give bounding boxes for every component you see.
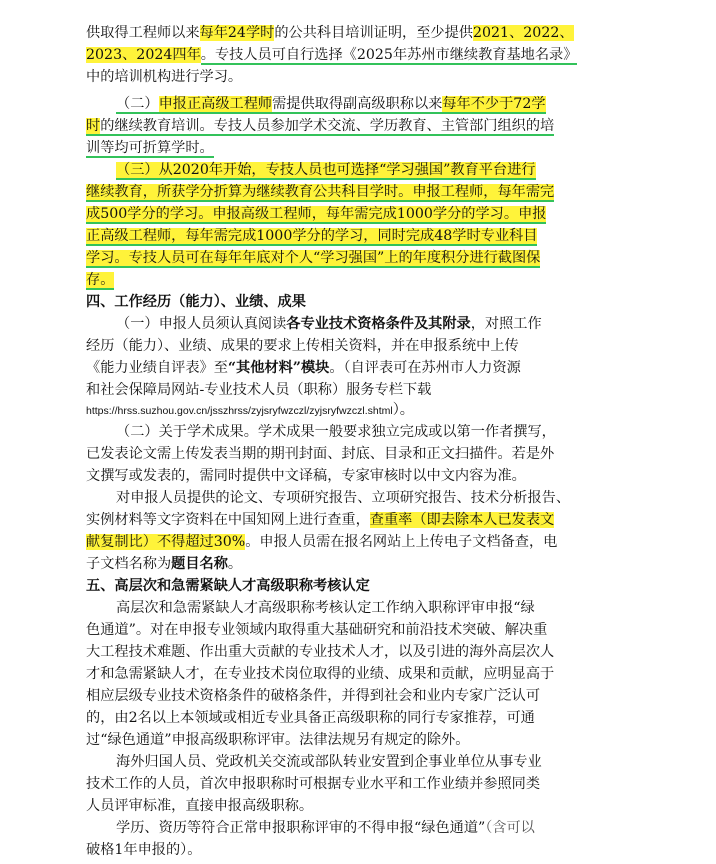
text-line xyxy=(86,840,201,860)
text-fragment: 技术工作的人员，首次申报职称时可根据专业水平和工作业绩并参照同类 xyxy=(86,776,541,792)
text-fragment: 大工程技术难题、作出重大贡献的专业技术人才，以及引进的海外高层次人 xyxy=(86,644,555,660)
text-line xyxy=(86,358,521,378)
text-fragment: 高层次和急需紧缺人才高级职称考核认定工作纳入职称评审申报“绿 xyxy=(116,600,535,616)
text-line xyxy=(116,160,536,180)
highlighted-text: 查重率（即去除本人已发表文 xyxy=(369,512,555,528)
text-fragment: 海外归国人员、党政机关交流或部队转业安置到企事业单位从事专业 xyxy=(116,754,542,770)
text-fragment: 文撰写或发表的，需同时提供中文译稿，专家审核时以中文内容为准。 xyxy=(86,468,526,484)
text-line xyxy=(86,23,574,43)
text-line xyxy=(86,664,554,684)
highlighted-text: 2023、2024四年 xyxy=(86,47,201,63)
text-line xyxy=(86,270,114,290)
underlined-text: 训等均可折算学时。 xyxy=(86,140,214,156)
text-fragment: 子文档名称为 xyxy=(86,556,172,572)
text-line xyxy=(86,138,214,158)
text-fragment: 的公共科目培训证明，至少提供 xyxy=(274,25,473,41)
highlighted-text: 存。 xyxy=(86,272,115,288)
text-line xyxy=(86,400,414,420)
text-fragment: 。 xyxy=(227,556,243,572)
underlined-text: 。专技人员可自行选择《2025年苏州市继续教育基地名录》 xyxy=(200,47,578,63)
text-line xyxy=(86,336,519,356)
text-line xyxy=(116,422,556,442)
text-fragment: 供取得工程师以来 xyxy=(86,25,200,41)
section-heading: 五、高层次和急需紧缺人才高级职称考核认定 xyxy=(86,578,370,594)
bold-text: 题目名称 xyxy=(171,556,228,572)
text-line xyxy=(86,182,554,202)
highlighted-text: 2021、2022、 xyxy=(472,25,574,41)
highlighted-text: 每年24学时 xyxy=(199,25,275,41)
text-fragment: （一）申报人员须认真阅读 xyxy=(116,316,287,332)
text-line xyxy=(116,314,542,334)
text-line xyxy=(116,94,546,114)
text-line xyxy=(86,686,540,706)
text-fragment: ）。 xyxy=(392,402,414,418)
highlighted-text: 申报正高级工程师 xyxy=(158,96,273,112)
text-line xyxy=(116,598,535,618)
text-fragment: 《能力业绩自评表》至 xyxy=(86,360,228,376)
text-fragment: 。（自评表可在苏州市人力资源 xyxy=(329,360,521,376)
underlined-text: （二） xyxy=(116,96,159,112)
highlighted-text: 正高级工程师，每年需完成1000学分的学习，同时完成48学时专业科目 xyxy=(86,228,538,244)
text-line xyxy=(86,708,535,728)
text-line xyxy=(86,510,554,530)
text-fragment: （二）关于学术成果。学术成果一般要求独立完成或以第一作者撰写， xyxy=(116,424,556,440)
download-link[interactable]: https://hrss.suzhou.gov.cn/jsszhrss/zyjsryfwzczl/zyjsryfwzczl.shtml xyxy=(86,405,393,417)
text-fragment: 对申报人员提供的论文、专项研究报告、立项研究报告、技术分析报告、 xyxy=(116,490,571,506)
text-line xyxy=(86,444,554,464)
text-fragment: 已发表论文需上传发表当期的期刊封面、封底、目录和正文扫描件。若是外 xyxy=(86,446,555,462)
text-line xyxy=(86,380,431,400)
bold-text: “其他材料”模块 xyxy=(227,360,330,376)
text-line xyxy=(86,774,540,794)
text-line xyxy=(86,226,537,246)
text-line xyxy=(116,818,535,838)
text-line xyxy=(86,248,540,268)
text-fragment: 相应层级专业技术资格条件的破格条件，并得到社会和业内专家广泛认可 xyxy=(86,688,541,704)
text-line xyxy=(86,67,242,87)
text-line xyxy=(116,752,542,772)
section-heading: 四、工作经历（能力）、业绩、成果 xyxy=(86,294,306,310)
highlighted-text: （三）从2020年开始，专技人员也可选择“学习强国”教育平台进行 xyxy=(116,162,536,178)
text-line xyxy=(86,796,313,816)
text-fragment: 破格1年申报的）。 xyxy=(86,842,202,858)
text-line xyxy=(86,730,469,750)
text-line xyxy=(86,45,577,65)
highlighted-text: 献复制比）不得超过30% xyxy=(86,534,246,550)
highlighted-text: 每年不少于72学 xyxy=(442,96,546,112)
text-fragment: 色通道”。对在申报专业领域内取得重大基础研究和前沿技术突破、解决重 xyxy=(86,622,548,638)
highlighted-text: 时 xyxy=(86,118,101,134)
text-fragment: 经历（能力）、业绩、成果的要求上传相关资料，并在申报系统中上传 xyxy=(86,338,519,354)
text-fragment: 人员评审标准，直接申报高级职称。 xyxy=(86,798,314,814)
highlighted-text: 成500学分的学习。申报高级工程师，每年需完成1000学分的学习。申报 xyxy=(86,206,547,222)
highlighted-text: 继续教育，所获学分折算为继续教育公共科目学时。申报工程师，每年需完 xyxy=(86,184,555,200)
text-line xyxy=(86,620,547,640)
text-fragment: 的，由2名以上本领域或相近专业具备正高级职称的同行专家推荐，可通 xyxy=(86,710,535,726)
text-line xyxy=(86,554,242,574)
text-line xyxy=(86,204,546,224)
text-fragment: 实例材料等文字资料在中国知网上进行查重， xyxy=(86,512,370,528)
highlighted-text: 学习。专技人员可在每年年底对个人“学习强国”上的年度积分进行截图保 xyxy=(86,250,541,266)
text-fragment: ，对照工作 xyxy=(470,316,542,332)
text-fragment: 。申报人员需在报名网站上上传电子文档备查，电 xyxy=(245,534,558,550)
text-fragment: 才和急需紧缺人才，在专业技术岗位取得的业绩、成果和贡献，应明显高于 xyxy=(86,666,555,682)
text-fragment: 过“绿色通道”申报高级职称评审。法律法规另有规定的除外。 xyxy=(86,732,470,748)
underlined-text: 需提供取得副高级职称以来 xyxy=(272,96,443,112)
text-line xyxy=(116,488,570,508)
text-fragment: 学历、资历等符合正常申报职称评审的不得申报“绿色通道” xyxy=(116,820,486,836)
text-fragment: 和社会保障局网站-专业技术人员（职称）服务专栏下载 xyxy=(86,382,432,398)
bold-text: 各专业技术资格条件及其附录 xyxy=(286,316,471,332)
text-fragment: 中的培训机构进行学习。 xyxy=(86,69,243,85)
text-line xyxy=(86,116,554,136)
text-fragment: （含可以 xyxy=(485,820,535,836)
text-line xyxy=(86,466,526,486)
underlined-text: 的继续教育培训。专技人员参加学术交流、学历教育、主管部门组织的培 xyxy=(100,118,555,134)
text-line xyxy=(86,642,554,662)
text-line xyxy=(86,532,557,552)
